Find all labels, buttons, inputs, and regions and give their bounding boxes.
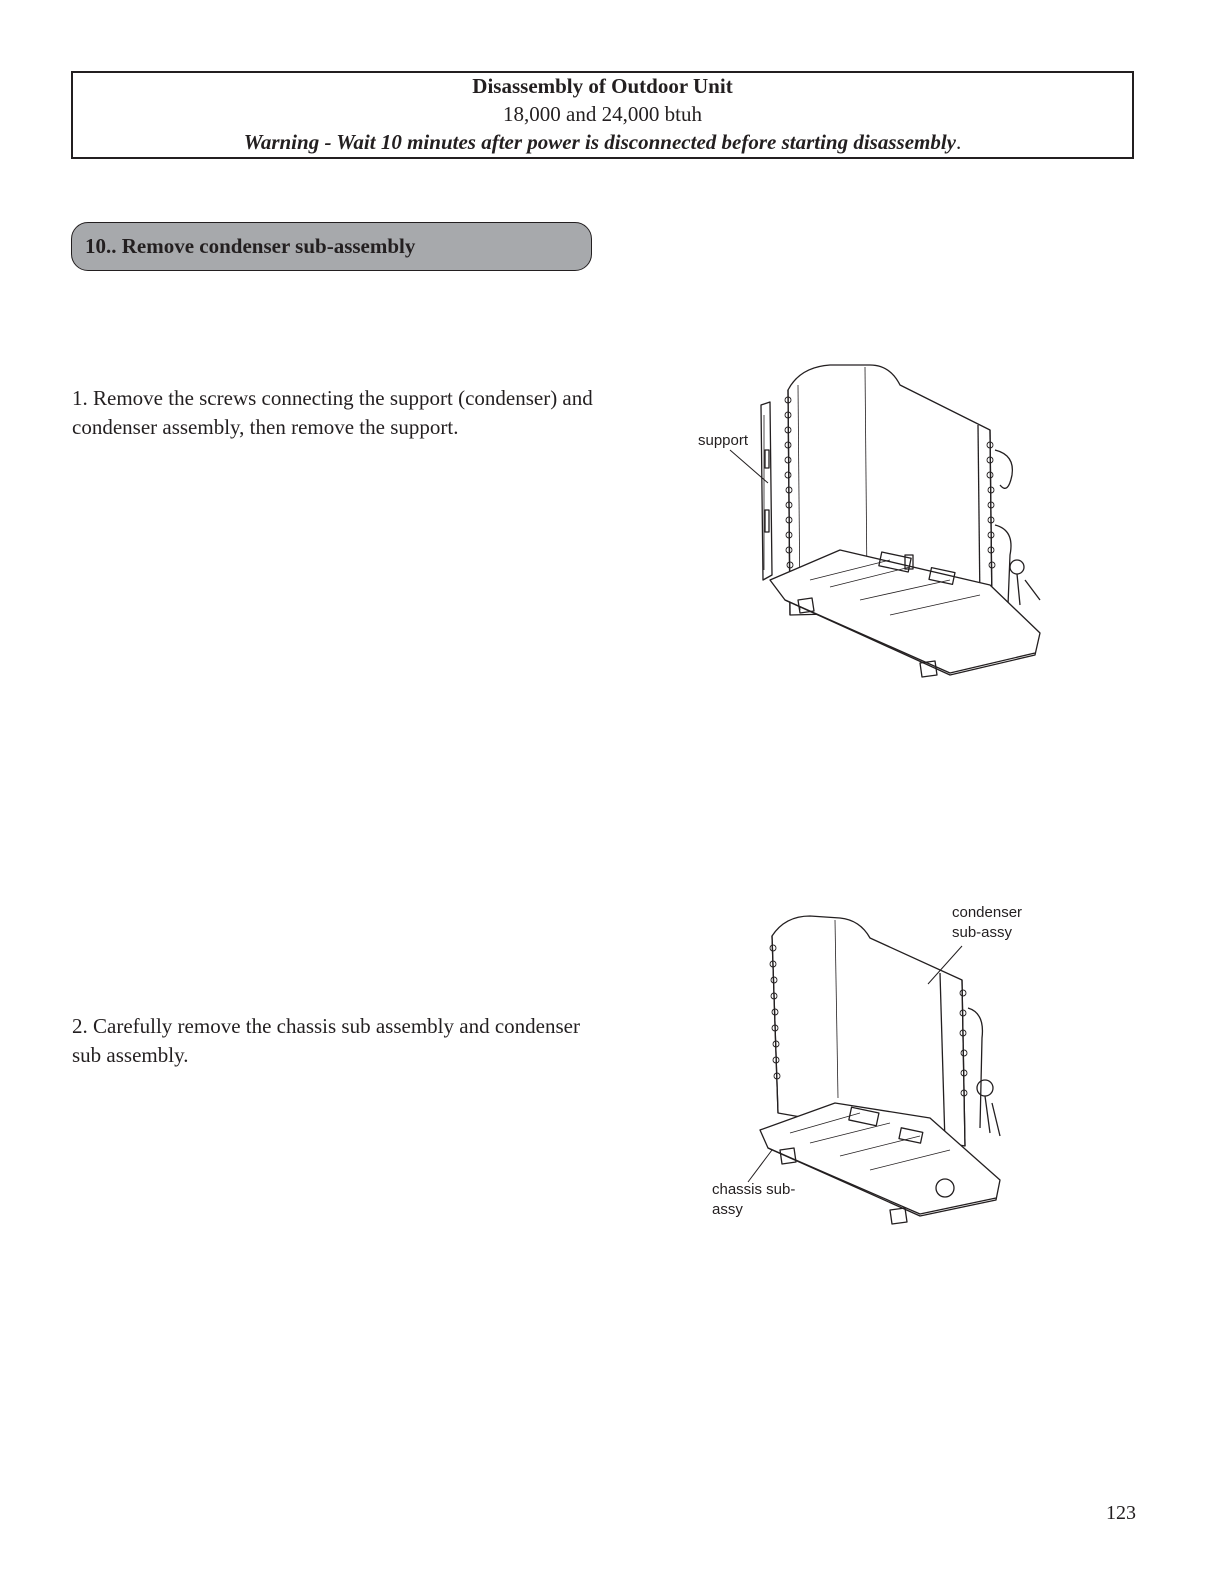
warning-line [73,128,1132,156]
figure-support-removal [690,355,1060,695]
support-callout-label: support [698,432,749,449]
section-heading-pill [71,222,592,271]
page-number: 123 [1106,1502,1136,1524]
chassis-callout-line-2: assy [712,1201,743,1218]
condenser-callout-line-2: sub-assy [952,924,1013,941]
page-header-box [71,71,1134,159]
page-title: Disassembly of Outdoor Unit [472,74,733,98]
condenser-callout-line-1: condenser [952,904,1023,921]
warning-text: Warning - Wait 10 minutes after power is disconnected before starting disassembly [243,130,957,154]
capacity-subtitle: 18,000 and 24,000 btuh [503,102,702,126]
step-1-text: 1. Remove the screws connecting the support (condenser) and condenser assembly, then remove the support. [72,386,593,439]
figure-condenser-chassis-separation [700,898,1040,1228]
chassis-leader-line [748,1150,772,1182]
support-bracket [761,402,772,580]
warning-period: . [956,130,962,154]
chassis-callout-line-1: chassis sub- [712,1181,796,1198]
section-heading: 10.. Remove condenser sub-assembly [85,234,416,258]
step-2-text: 2. Carefully remove the chassis sub assembly and condenser sub assembly. [72,1014,580,1067]
